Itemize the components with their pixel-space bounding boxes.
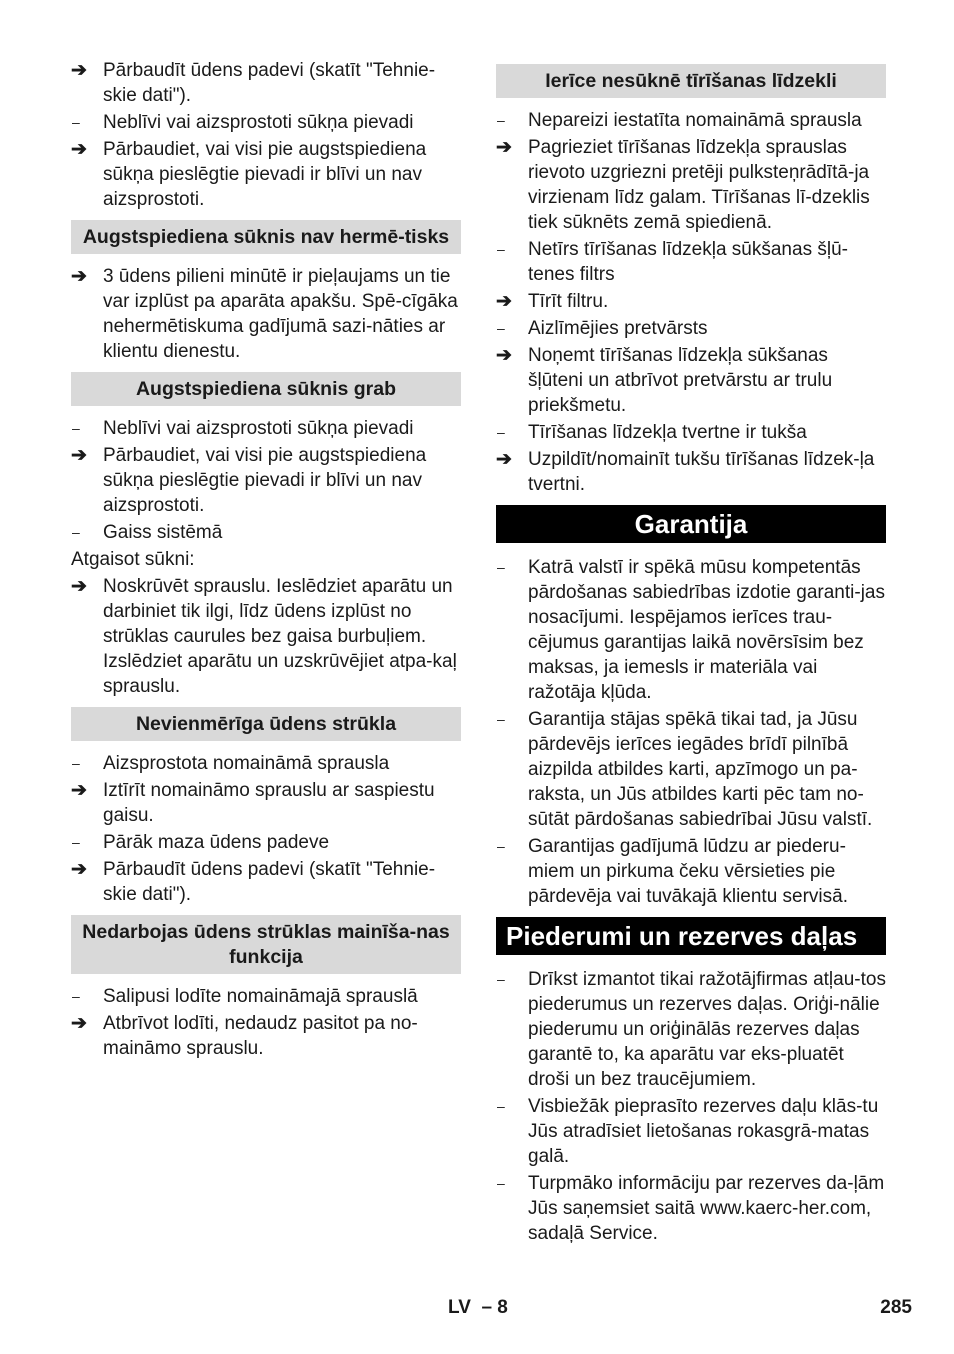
list-item-text: Garantijas gadījumā lūdzu ar piederu-miem un pirkuma čeku vērsieties pie pārdevēja vai tuvākajā klientu servisā. xyxy=(528,836,849,907)
list-item xyxy=(71,443,461,518)
list-item xyxy=(496,237,886,287)
arrow-icon: ➔ xyxy=(71,780,87,801)
accessories-list xyxy=(496,967,886,1246)
arrow-icon: ➔ xyxy=(71,576,87,597)
section-heading-detergent: Ierīce nesūknē tīrīšanas līdzekli xyxy=(496,64,886,98)
list-item xyxy=(71,137,461,212)
dash-icon: – xyxy=(72,988,80,1004)
arrow-icon: ➔ xyxy=(71,859,87,880)
list-item xyxy=(71,110,461,135)
list-item xyxy=(71,1011,461,1061)
list-item-text: Pārbaudiet, vai visi pie augstspiediena sūkņa pieslēgtie pievadi ir blīvi un nav aizsprostoti. xyxy=(103,445,427,516)
accessories-heading: Piederumi un rezerves daļas xyxy=(496,917,886,955)
arrow-icon: ➔ xyxy=(71,445,87,466)
intro-list xyxy=(71,58,461,212)
section-heading-uneven-jet: Nevienmērīga ūdens strūkla xyxy=(71,707,461,741)
dash-icon: – xyxy=(497,711,505,727)
list-item xyxy=(71,830,461,855)
dash-icon: – xyxy=(497,1175,505,1191)
list-item xyxy=(496,707,886,832)
list-item-text: Pagrieziet tīrīšanas līdzekļa sprauslas rievoto uzgriezni pretēji pulksteņrādītā-ja virzienam līdz galam. Tīrīšanas lī-dzeklis tiek sūknēts zemā spiedienā. xyxy=(528,137,870,233)
dash-icon: – xyxy=(497,971,505,987)
warranty-list xyxy=(496,555,886,909)
list-item-text: Pārbaudiet, vai visi pie augstspiediena sūkņa pieslēgtie pievadi ir blīvi un nav aizsprostoti. xyxy=(103,139,427,210)
right-column xyxy=(496,58,886,1248)
arrow-icon: ➔ xyxy=(496,137,512,158)
list-item-text: Turpmāko informāciju par rezerves da-ļām Jūs saņemsiet saitā www.kaerc-her.com, sadaļā Service. xyxy=(528,1173,885,1244)
list-item-text: Gaiss sistēmā xyxy=(103,522,223,543)
list-item-text: Neblīvi vai aizsprostoti sūkņa pievadi xyxy=(103,418,414,439)
list-item-text: Uzpildīt/nomainīt tukšu tīrīšanas līdzek-ļa tvertni. xyxy=(528,449,875,495)
arrow-icon: ➔ xyxy=(71,60,87,81)
deaerate-list xyxy=(71,574,461,699)
list-item xyxy=(71,264,461,364)
footer-section: LV xyxy=(448,1297,471,1318)
list-item-text: Drīkst izmantot tikai ražotājfirmas atļau-tos piederumus un rezerves daļas. Oriģi-nālie piederumu un oriģinālās rezerves daļas garantē to, ka aparātu var eks-pluatēt droši un bez traucējumiem. xyxy=(528,969,886,1090)
detergent-list xyxy=(496,108,886,497)
list-item-text: Noņemt tīrīšanas līdzekļa sūkšanas šļūteni un atbrīvot pretvārstu ar trulu priekšmetu. xyxy=(528,345,833,416)
warranty-heading: Garantija xyxy=(496,505,886,543)
left-column xyxy=(71,58,461,1063)
list-item xyxy=(496,967,886,1092)
dash-icon: – xyxy=(497,112,505,128)
list-item-text: Netīrs tīrīšanas līdzekļa sūkšanas šļū-tenes filtrs xyxy=(528,239,848,285)
dash-icon: – xyxy=(72,420,80,436)
dash-icon: – xyxy=(497,838,505,854)
list-item xyxy=(496,555,886,705)
list-item xyxy=(496,135,886,235)
list-item xyxy=(496,343,886,418)
arrow-icon: ➔ xyxy=(71,266,87,287)
list-item-text: Neblīvi vai aizsprostoti sūkņa pievadi xyxy=(103,112,414,133)
list-item-text: Nepareizi iestatīta nomaināmā sprausla xyxy=(528,110,862,131)
list-item xyxy=(496,834,886,909)
list-item xyxy=(71,58,461,108)
list-item xyxy=(71,416,461,441)
dash-icon: – xyxy=(497,559,505,575)
dash-icon: – xyxy=(497,320,505,336)
list-item xyxy=(496,316,886,341)
dash-icon: – xyxy=(497,1098,505,1114)
list-item-text: Katrā valstī ir spēkā mūsu kompetentās pārdošanas sabiedrības izdotie garanti-jas nosacījumi. Iespējamos ierīces trau-cējumus garantijas laikā novērsīsim bez maksas, ja iemesls ir materiāla vai ražotāja kļūda. xyxy=(528,557,885,703)
section-heading-pump-leak: Augstspiediena sūknis nav hermē-tisks xyxy=(71,220,461,254)
list-item xyxy=(496,1094,886,1169)
list-item-text: Pārbaudīt ūdens padevi (skatīt "Tehnie-skie dati"). xyxy=(103,859,436,905)
footer-page-label xyxy=(448,1297,508,1319)
arrow-icon: ➔ xyxy=(71,139,87,160)
footer-page-number: 285 xyxy=(880,1297,912,1318)
list-item-text: Atbrīvot lodīti, nedaudz pasitot pa no-maināmo sprauslu. xyxy=(103,1013,418,1059)
pump-leak-list xyxy=(71,264,461,364)
uneven-jet-list xyxy=(71,751,461,907)
list-item xyxy=(496,420,886,445)
jet-switch-list xyxy=(71,984,461,1061)
list-item xyxy=(71,778,461,828)
list-item-text: Iztīrīt nomaināmo sprauslu ar saspiestu gaisu. xyxy=(103,780,435,826)
list-item-text: Tīrīt filtru. xyxy=(528,291,609,312)
list-item xyxy=(71,574,461,699)
pump-noise-list xyxy=(71,416,461,545)
dash-icon: – xyxy=(497,241,505,257)
list-item-text: Noskrūvēt sprauslu. Ieslēdziet aparātu un darbiniet tik ilgi, līdz ūdens izplūst no strūklas caurules bez gaisa burbuļiem. Izslēdziet aparātu un uzskrūvējiet atpa-kaļ sprauslu. xyxy=(103,576,457,697)
deaerate-label: Atgaisot sūkni: xyxy=(71,549,195,570)
list-item xyxy=(71,520,461,545)
arrow-icon: ➔ xyxy=(496,345,512,366)
dash-icon: – xyxy=(497,424,505,440)
arrow-icon: ➔ xyxy=(496,449,512,470)
section-heading-jet-switch: Nedarbojas ūdens strūklas mainīša-nas funkcija xyxy=(71,915,461,974)
list-item-text: Visbiežāk pieprasīto rezerves daļu klās-tu Jūs atradīsiet lietošanas rokasgrā-matas galā. xyxy=(528,1096,879,1167)
list-item xyxy=(496,1171,886,1246)
dash-icon: – xyxy=(72,114,80,130)
list-item-text: Salipusi lodīte nomaināmajā sprauslā xyxy=(103,986,418,1007)
list-item-text: Aizlīmējies pretvārsts xyxy=(528,318,708,339)
list-item xyxy=(71,857,461,907)
dash-icon: – xyxy=(72,524,80,540)
list-item-text: Aizsprostota nomaināmā sprausla xyxy=(103,753,390,774)
list-item xyxy=(71,984,461,1009)
dash-icon: – xyxy=(72,755,80,771)
arrow-icon: ➔ xyxy=(496,291,512,312)
list-item xyxy=(496,289,886,314)
dash-icon: – xyxy=(72,834,80,850)
list-item-text: 3 ūdens pilieni minūtē ir pieļaujams un tie var izplūst pa aparāta apakšu. Spē-cīgāka nehermētiskuma gadījumā sazi-nāties ar klientu dienestu. xyxy=(103,266,458,362)
list-item-text: Garantija stājas spēkā tikai tad, ja Jūsu pārdevējs ierīces iegādes brīdī pilnībā aizpilda atbildes karti, apzīmogo un pa-raksta, un Jūs atbildes karti pēc tam no-sūtāt pārdošanas sabiedrībai Jūsu valstī. xyxy=(528,709,873,830)
arrow-icon: ➔ xyxy=(71,1013,87,1034)
list-item-text: Tīrīšanas līdzekļa tvertne ir tukša xyxy=(528,422,807,443)
list-item-text: Pārbaudīt ūdens padevi (skatīt "Tehnie-skie dati"). xyxy=(103,60,436,106)
list-item-text: Pārāk maza ūdens padeve xyxy=(103,832,330,853)
list-item xyxy=(496,108,886,133)
list-item xyxy=(71,751,461,776)
footer-page-index: – 8 xyxy=(481,1297,508,1318)
list-item xyxy=(496,447,886,497)
section-heading-pump-noise: Augstspiediena sūknis grab xyxy=(71,372,461,406)
